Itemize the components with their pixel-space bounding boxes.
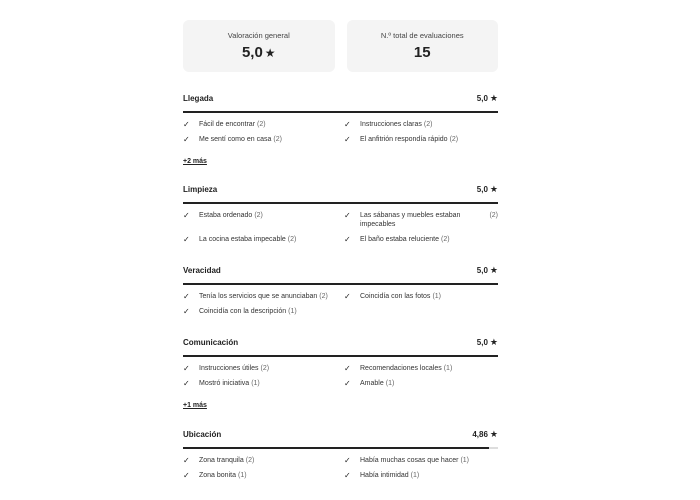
- section-title: Comunicación: [183, 337, 239, 347]
- section-rating-value: 4,86: [472, 429, 488, 439]
- item-count: (1): [432, 293, 441, 300]
- show-more-link[interactable]: +2 más: [183, 158, 207, 165]
- item-text: La cocina estaba impecable: [199, 236, 286, 243]
- overall-rating-card: [183, 20, 335, 72]
- highlight-list: [183, 364, 498, 394]
- star-icon: ★: [489, 264, 498, 275]
- list-item: [344, 235, 498, 244]
- overall-rating-label: Valoración general: [227, 31, 290, 40]
- item-text: Recomendaciones locales: [360, 365, 442, 372]
- item-text: Zona tranquila: [199, 457, 244, 464]
- item-count: (1): [237, 472, 247, 479]
- highlight-list: [183, 292, 498, 322]
- item-text: Mostró iniciativa: [199, 380, 250, 387]
- item-count: (2): [245, 457, 255, 464]
- star-icon: ★: [489, 336, 498, 347]
- check-icon: ✓: [344, 211, 351, 220]
- check-icon: ✓: [344, 135, 351, 144]
- section-llegada: [183, 92, 498, 168]
- section-comunicacion: [183, 336, 498, 412]
- item-text: Instrucciones útiles: [199, 365, 259, 372]
- list-item: [344, 456, 498, 465]
- rating-bar: [183, 355, 498, 357]
- item-text: El baño estaba reluciente: [360, 236, 439, 243]
- item-count: (2): [287, 236, 297, 243]
- section-rating-value: 5,0: [476, 184, 488, 194]
- item-text: Estaba ordenado: [199, 212, 253, 219]
- item-count: (2): [423, 121, 433, 128]
- item-count: (2): [273, 136, 282, 143]
- highlight-list: [183, 211, 498, 250]
- item-text: Había muchas cosas que hacer: [360, 457, 459, 464]
- item-count: (1): [251, 380, 260, 387]
- section-rating: [477, 93, 498, 104]
- section-header: [183, 336, 498, 348]
- section-header: [183, 183, 498, 195]
- list-item: [183, 211, 344, 229]
- rating-bar: [183, 202, 498, 204]
- star-icon: ★: [264, 45, 276, 60]
- item-count: (2): [441, 236, 450, 243]
- section-limpieza: [183, 183, 498, 250]
- item-text: Amable: [360, 380, 384, 387]
- item-text: Fácil de encontrar: [199, 121, 256, 128]
- list-item: [344, 120, 498, 129]
- check-icon: ✓: [183, 211, 190, 220]
- list-item: [183, 471, 344, 480]
- check-icon: ✓: [183, 307, 190, 316]
- check-icon: ✓: [183, 364, 190, 373]
- section-header: [183, 264, 498, 276]
- item-count: (1): [460, 457, 470, 464]
- check-icon: ✓: [344, 120, 351, 129]
- list-item: [344, 379, 498, 388]
- show-more-link[interactable]: +1 más: [183, 402, 207, 409]
- section-rating-value: 5,0: [476, 265, 488, 275]
- rating-summary: [183, 20, 498, 72]
- section-title: Llegada: [183, 93, 214, 103]
- rating-bar: [183, 111, 498, 113]
- item-text: Coincidía con la descripción: [199, 308, 287, 315]
- highlight-list: [183, 456, 498, 486]
- check-icon: ✓: [183, 135, 190, 144]
- item-count: (1): [385, 380, 395, 387]
- section-rating: [477, 337, 498, 348]
- total-reviews-value: 15: [413, 44, 431, 61]
- item-count: (1): [288, 308, 297, 315]
- item-count: (2): [489, 212, 498, 219]
- list-item: [183, 135, 344, 144]
- list-item: [344, 135, 498, 144]
- overall-rating-value: 5,0: [241, 44, 263, 61]
- section-rating: [477, 184, 498, 195]
- section-title: Ubicación: [183, 429, 222, 439]
- item-text: Las sábanas y muebles estaban impecables: [360, 212, 461, 228]
- item-text: Instrucciones claras: [360, 121, 422, 128]
- check-icon: ✓: [183, 235, 190, 244]
- check-icon: ✓: [183, 471, 190, 480]
- list-item: [344, 364, 498, 373]
- check-icon: ✓: [344, 456, 351, 465]
- section-rating: [477, 265, 498, 276]
- item-text: Había intimidad: [360, 472, 409, 479]
- list-item: [183, 292, 344, 301]
- item-count: (2): [260, 365, 270, 372]
- item-text: Tenía los servicios que se anunciaban: [199, 293, 318, 300]
- rating-bar: [183, 447, 498, 449]
- item-count: (1): [443, 365, 453, 372]
- star-icon: ★: [489, 428, 498, 439]
- check-icon: ✓: [344, 364, 351, 373]
- item-count: (2): [319, 293, 328, 300]
- list-item: [183, 379, 344, 388]
- section-title: Limpieza: [183, 184, 218, 194]
- check-icon: ✓: [344, 379, 351, 388]
- check-icon: ✓: [183, 456, 190, 465]
- overall-rating-value-wrap: [242, 44, 276, 61]
- list-item: [183, 307, 344, 316]
- item-text: Me sentí como en casa: [199, 136, 272, 143]
- check-icon: ✓: [183, 379, 190, 388]
- check-icon: ✓: [183, 120, 190, 129]
- item-text: Zona bonita: [199, 472, 236, 479]
- list-item: [183, 235, 344, 244]
- list-item: [183, 120, 344, 129]
- check-icon: ✓: [183, 292, 190, 301]
- list-item: [344, 471, 498, 480]
- list-item: [344, 211, 498, 229]
- section-ubicacion: [183, 428, 498, 486]
- star-icon: ★: [489, 183, 498, 194]
- list-item: [183, 456, 344, 465]
- item-count: (2): [449, 136, 459, 143]
- list-item: [344, 292, 498, 301]
- check-icon: ✓: [344, 471, 351, 480]
- list-item: [183, 364, 344, 373]
- section-header: [183, 428, 498, 440]
- item-text: El anfitrión respondía rápido: [360, 136, 448, 143]
- total-reviews-label: N.º total de evaluaciones: [380, 31, 464, 40]
- rating-bar: [183, 283, 498, 285]
- item-count: (2): [257, 121, 266, 128]
- item-count: (2): [254, 212, 263, 219]
- item-text: Coincidía con las fotos: [360, 293, 431, 300]
- total-reviews-card: [347, 20, 499, 72]
- section-rating-value: 5,0: [476, 337, 488, 347]
- highlight-list: [183, 120, 498, 150]
- section-rating-value: 5,0: [476, 93, 488, 103]
- star-icon: ★: [489, 92, 498, 103]
- section-title: Veracidad: [183, 265, 221, 275]
- section-veracidad: [183, 264, 498, 322]
- check-icon: ✓: [344, 235, 351, 244]
- section-header: [183, 92, 498, 104]
- item-count: (1): [410, 472, 420, 479]
- section-rating: [472, 429, 498, 440]
- check-icon: ✓: [344, 292, 351, 301]
